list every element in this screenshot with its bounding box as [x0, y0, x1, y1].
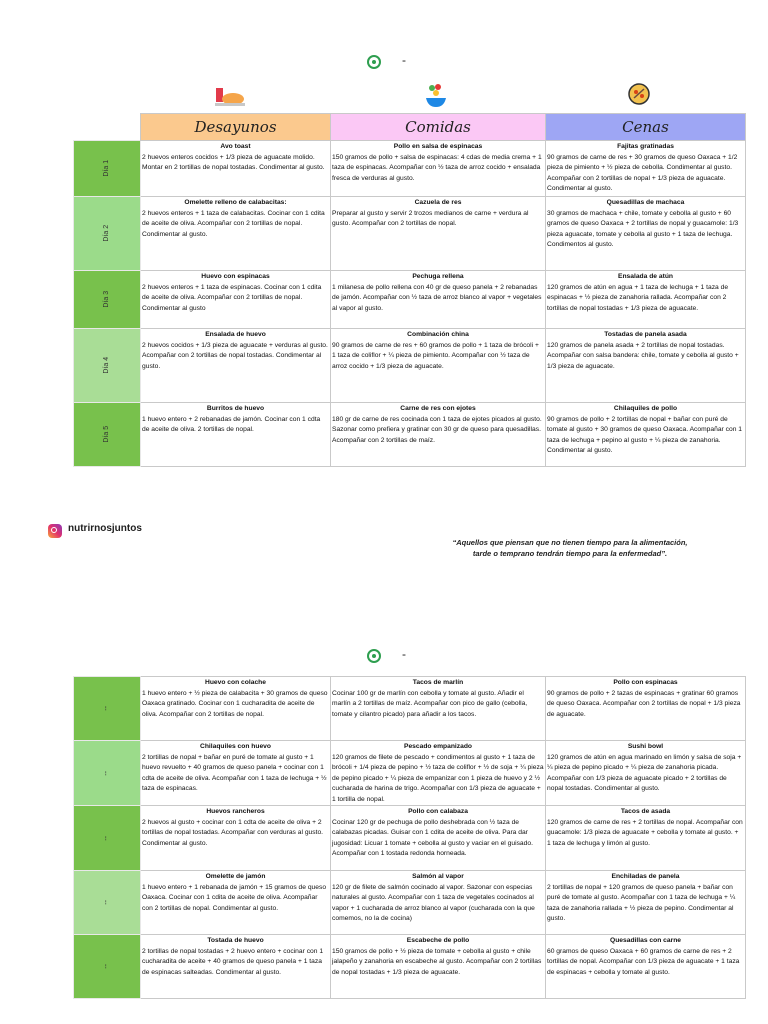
table-row [74, 871, 746, 935]
lunch-cell [331, 197, 546, 271]
dish-name: Chilaquiles con huevo [200, 743, 271, 750]
dish-description: 1 huevo entero + 2 rebanadas de jamón. Cocinar con 1 cdta de aceite de oliva. 2 tortillas de nopal. [142, 415, 321, 433]
lunch-cell [331, 271, 546, 329]
breakfast-cell [141, 197, 331, 271]
lunch-cell [331, 141, 546, 197]
header-dash: - [402, 647, 406, 661]
dish-description: 120 gr de filete de salmón cocinado al vapor. Sazonar con especias naturales al gusto. Acompañar con 1 taza de vegetales cocinados al vapor + 1 cucharada de arroz blanco al vapor (cucharada con la que comemos, no la de cocina) [332, 883, 535, 922]
dish-name: Tacos de asada [620, 808, 671, 815]
dish-description: 2 huevos enteros + 1 taza de espinacas. Cocinar con 1 cdita de aceite de oliva. Acompañar con 2 tortillas de nopal. Condimentar al gusto [142, 283, 322, 312]
dish-name: Ensalada de atún [617, 273, 673, 280]
instagram-icon [48, 524, 62, 538]
dish-description: Cocinar 100 gr de marlín con cebolla y tomate al gusto. Añadir el marlín a 2 tortillas de maíz. Acompañar con pico de gallo (cebolla, tomate y cilantro picado) para añadir a los tacos. [332, 689, 528, 718]
dish-description: 60 gramos de queso Oaxaca + 60 gramos de carne de res + 2 tortillas de nopal. Acompañar con 1/3 pieza de aguacate + 1 taza de espinacas + cebolla y tomate al gusto. [547, 947, 740, 976]
whatsapp-icon [367, 649, 381, 663]
dish-description: 1 milanesa de pollo rellena con 40 gr de queso panela + 2 rebanadas de jamón. Acompañar con ½ taza de arroz blanco al vapor + vegetales al vapor al gusto. [332, 283, 542, 312]
lunch-cell [331, 871, 546, 935]
dinner-cell [546, 871, 746, 935]
lunch-cell [331, 329, 546, 403]
dish-description: 180 gr de carne de res cocinada con 1 taza de ejotes picados al gusto. Sazonar como prefiera y gratinar con 30 gr de queso para quesadillas. Acompañar con 2 tortillas de maíz. [332, 415, 542, 444]
dish-description: Preparar al gusto y servir 2 trozos medianos de carne + verdura al gusto. Acompañar con 2 tortillas de nopal. [332, 209, 529, 227]
dish-description: 2 huevos cocidos + 1/3 pieza de aguacate + verduras al gusto. Acompañar con 2 tortillas de nopal tostadas. Condimentar al gusto. [142, 341, 328, 370]
dish-name: Quesadillas con carne [610, 937, 681, 944]
table-row [74, 403, 746, 467]
dish-description: 90 gramos de pollo + 2 tazas de espinacas + gratinar 60 gramos de queso Oaxaca. Acompañar con 2 tortillas de nopal + 1/3 pieza de aguacate. [547, 689, 741, 718]
table-row [74, 329, 746, 403]
header-desayunos: Desayunos [141, 114, 331, 141]
day-cell [74, 271, 141, 329]
day-cell [74, 197, 141, 271]
dish-description: 120 gramos de atún en agua marinado en limón y salsa de soja + ¼ pieza de pepino picado + ¼ pieza de zanahoria picada. Acompañar con 1/3 pieza de aguacate picado + 2 tortillas de nopal tostadas. Condimentar al gusto. [547, 753, 742, 792]
breakfast-cell [141, 806, 331, 871]
dish-name: Tacos de marlín [412, 679, 464, 686]
table-row [74, 806, 746, 871]
dinner-cell [546, 141, 746, 197]
header-dash: - [402, 53, 406, 67]
day-label: Día 5 [102, 426, 110, 443]
lunch-cell [331, 741, 546, 806]
dish-description: 2 tortillas de nopal + bañar en puré de tomate al gusto + 1 huevo revuelto + 40 gramos de queso panela + cocinar con 1 cdta de aceite de oliva. Acompañar con 1 taza de lechuga + ½ taza de espinacas. [142, 753, 327, 792]
breakfast-icon [214, 86, 246, 108]
day-cell [74, 403, 141, 467]
dish-name: Pechuga rellena [412, 273, 464, 280]
dish-name: Sushi bowl [627, 743, 664, 750]
dish-name: Salmón al vapor [412, 873, 464, 880]
day-cell [74, 871, 141, 935]
quote [420, 537, 720, 559]
dish-description: 1 huevo entero + ½ pieza de calabacita + 30 gramos de queso Oaxaca gratinado. Cocinar con 1 cucharadita de aceite de oliva. Acompañar con 2 tortillas de nopal. [142, 689, 328, 718]
table-row [74, 741, 746, 806]
dish-name: Huevos rancheros [206, 808, 265, 815]
dinner-cell [546, 935, 746, 999]
day-label: -- [102, 900, 110, 905]
dinner-cell [546, 806, 746, 871]
quote-line-2: tarde o temprano tendrán tiempo para la enfermedad”. [472, 549, 668, 558]
table-row [74, 677, 746, 741]
day-label: Día 2 [102, 225, 110, 242]
dish-description: 2 tortillas de nopal + 120 gramos de queso panela + bañar con puré de tomate al gusto. Acompañar con 1 taza de lechuga + ¼ taza de zanahoria rallada + ½ pieza de pepino. Condimentar al gusto. [547, 883, 736, 922]
dish-name: Pollo en salsa de espinacas [393, 143, 483, 150]
dish-name: Huevo con espinacas [201, 273, 270, 280]
dish-description: 30 gramos de machaca + chile, tomate y cebolla al gusto + 60 gramos de queso Oaxaca + 2 tortillas de nopal y guacamole: 1/3 pieza aguacate, tomate y cebolla al gusto + 1 taza de lechuga. Condimentos al gusto. [547, 209, 739, 248]
dish-name: Chilaquiles de pollo [613, 405, 678, 412]
header-comidas: Comidas [331, 114, 546, 141]
table-row [74, 197, 746, 271]
day-label: Día 3 [102, 291, 110, 308]
header-cenas: Cenas [546, 114, 746, 141]
dinner-cell [546, 677, 746, 741]
lunch-cell [331, 677, 546, 741]
dish-description: 2 huevos enteros cocidos + 1/3 pieza de aguacate molido. Montar en 2 tortillas de nopal tostadas. Condimentar al gusto. [142, 153, 325, 171]
day-label: Día 1 [102, 160, 110, 177]
dinner-cell [546, 741, 746, 806]
breakfast-cell [141, 741, 331, 806]
dinner-icon [627, 82, 651, 106]
dish-description: 120 gramos de atún en agua + 1 taza de lechuga + 1 taza de espinacas + ½ pieza de zanahoria rallada. Acompañar con 2 tortillas de nopal tostadas + 1/3 pieza de aguacate. [547, 283, 729, 312]
meal-plan-table-week1 [73, 113, 746, 467]
dish-name: Pescado empanizado [403, 743, 472, 750]
day-cell [74, 329, 141, 403]
day-cell [74, 141, 141, 197]
breakfast-cell [141, 935, 331, 999]
dinner-cell [546, 403, 746, 467]
dish-name: Pollo con espinacas [613, 679, 678, 686]
dish-name: Escabeche de pollo [406, 937, 470, 944]
dish-name: Tostadas de panela asada [604, 331, 687, 338]
dish-description: 90 gramos de pollo + 2 tortillas de nopal + bañar con puré de tomate al gusto + 30 gramos de queso Oaxaca. Acompañar con 1 taza de lechuga + pepino al gusto + ¼ pieza de zanahoria. Condimentar al gusto. [547, 415, 742, 454]
dish-description: 120 gramos de carne de res + 2 tortillas de nopal. Acompañar con guacamole: 1/3 pieza de aguacate + cebolla y tomate al gusto. + 1 taza de lechuga y limón al gusto. [547, 818, 743, 847]
day-cell [74, 935, 141, 999]
breakfast-cell [141, 271, 331, 329]
dinner-cell [546, 197, 746, 271]
dish-description: 150 gramos de pollo + ½ pieza de tomate + cebolla al gusto + chile jalapeño y zanahoria en escabeche al gusto. Acompañar con 2 tortillas de nopal tostadas + 1/3 pieza de aguacate. [332, 947, 542, 976]
dish-description: 1 huevo entero + 1 rebanada de jamón + 15 gramos de queso Oaxaca. Cocinar con 1 cdita de aceite de oliva. Acompañar con 2 tortillas de nopal. Condimentar al gusto. [142, 883, 327, 912]
day-cell [74, 741, 141, 806]
lunch-cell [331, 935, 546, 999]
dish-description: 120 gramos de filete de pescado + condimentos al gusto + 1 taza de brócoli + 1/4 pieza de pepino + ½ taza de coliflor + ½ de soja + ¼ pieza de pepino picado + ¼ pieza de empanizar con 1 pieza de huevo y 2 ½ cucharada de harina de trigo. Acompañar con 1/3 pieza de aguacate + 1 tortilla de nopal. [332, 753, 544, 803]
dish-name: Avo toast [220, 143, 251, 150]
breakfast-cell [141, 403, 331, 467]
table-corner [74, 114, 141, 141]
dish-name: Quesadillas de machaca [606, 199, 685, 206]
dish-name: Omelette de jamón [205, 873, 266, 880]
dish-name: Carne de res con ejotes [400, 405, 476, 412]
day-label: -- [102, 835, 110, 841]
lunch-cell [331, 806, 546, 871]
dish-name: Combinación china [407, 331, 469, 338]
table-row [74, 935, 746, 999]
dish-name: Burritos de huevo [206, 405, 265, 412]
breakfast-cell [141, 677, 331, 741]
dish-name: Fajitas gratinadas [617, 143, 674, 150]
day-label: -- [102, 706, 110, 711]
dish-name: Cazuela de res [414, 199, 462, 206]
lunch-cell [331, 403, 546, 467]
table-row [74, 141, 746, 197]
dish-name: Enchiladas de panela [611, 873, 680, 880]
dish-description: 2 tortillas de nopal tostadas + 2 huevo entero + cocinar con 1 cucharadita de aceite + 40 gramos de queso panela + 1 taza de espinacas salteadas. Condimentar al gusto. [142, 947, 324, 976]
quote-line-1: “Aquellos que piensan que no tienen tiempo para la alimentación, [452, 538, 688, 547]
dish-name: Huevo con colache [205, 679, 266, 686]
day-cell [74, 677, 141, 741]
breakfast-cell [141, 329, 331, 403]
breakfast-cell [141, 871, 331, 935]
instagram-handle[interactable]: nutrirnosjuntos [68, 523, 142, 534]
dish-description: 2 huevos al gusto + cocinar con 1 cdta de aceite de oliva + 2 tortillas de nopal tostadas. Acompañar con verduras al gusto. Condimentar al gusto. [142, 818, 324, 847]
dish-description: 90 gramos de carne de res + 60 gramos de pollo + 1 taza de brócoli + 1 taza de coliflor + ¼ pieza de pimiento. Acompañar con ½ taza de arroz cocido + 1/3 pieza de aguacate. [332, 341, 539, 370]
day-cell [74, 806, 141, 871]
meal-plan-table-week2 [73, 676, 746, 999]
day-label: -- [102, 964, 110, 969]
dish-name: Ensalada de huevo [205, 331, 266, 338]
lunch-icon [424, 82, 448, 110]
dish-name: Tostada de huevo [207, 937, 264, 944]
table-row [74, 271, 746, 329]
day-label: -- [102, 770, 110, 776]
whatsapp-icon [367, 55, 381, 69]
dish-description: 150 gramos de pollo + salsa de espinacas: 4 cdas de media crema + 1 taza de espinacas. Acompañar con ½ taza de arroz cocido + ensalada fresca de verduras al gusto. [332, 153, 542, 182]
dish-description: 2 huevos enteros + 1 taza de calabacitas. Cocinar con 1 cdita de aceite de oliva. Acompañar con 2 tortillas de nopal. Condimentar al gusto. [142, 209, 325, 238]
dinner-cell [546, 271, 746, 329]
dish-description: 90 gramos de carne de res + 30 gramos de queso Oaxaca + 1/2 pieza de pimiento + ½ pieza de cebolla. Condimentar al gusto. Acompañar con 2 tortillas de nopal + 1/3 pieza de aguacate. Condimentar al gusto. [547, 153, 738, 192]
breakfast-cell [141, 141, 331, 197]
dinner-cell [546, 329, 746, 403]
dish-description: 120 gramos de panela asada + 2 tortillas de nopal tostadas. Acompañar con salsa bandera: chile, tomate y cebolla al gusto + 1/3 pieza de aguacate. [547, 341, 739, 370]
dish-name: Pollo con calabaza [408, 808, 468, 815]
day-label: Día 4 [102, 357, 110, 374]
dish-name: Omelette relleno de calabacitas: [184, 199, 287, 206]
dish-description: Cocinar 120 gr de pechuga de pollo deshebrada con ½ taza de calabazas picadas. Guisar con 1 cdita de aceite de oliva. Para dar jugosidad: Licuar 1 tomate + cebolla al gusto y vaciar en el guisado. Acompañar con 1 tostada redonda horneada. [332, 818, 533, 857]
